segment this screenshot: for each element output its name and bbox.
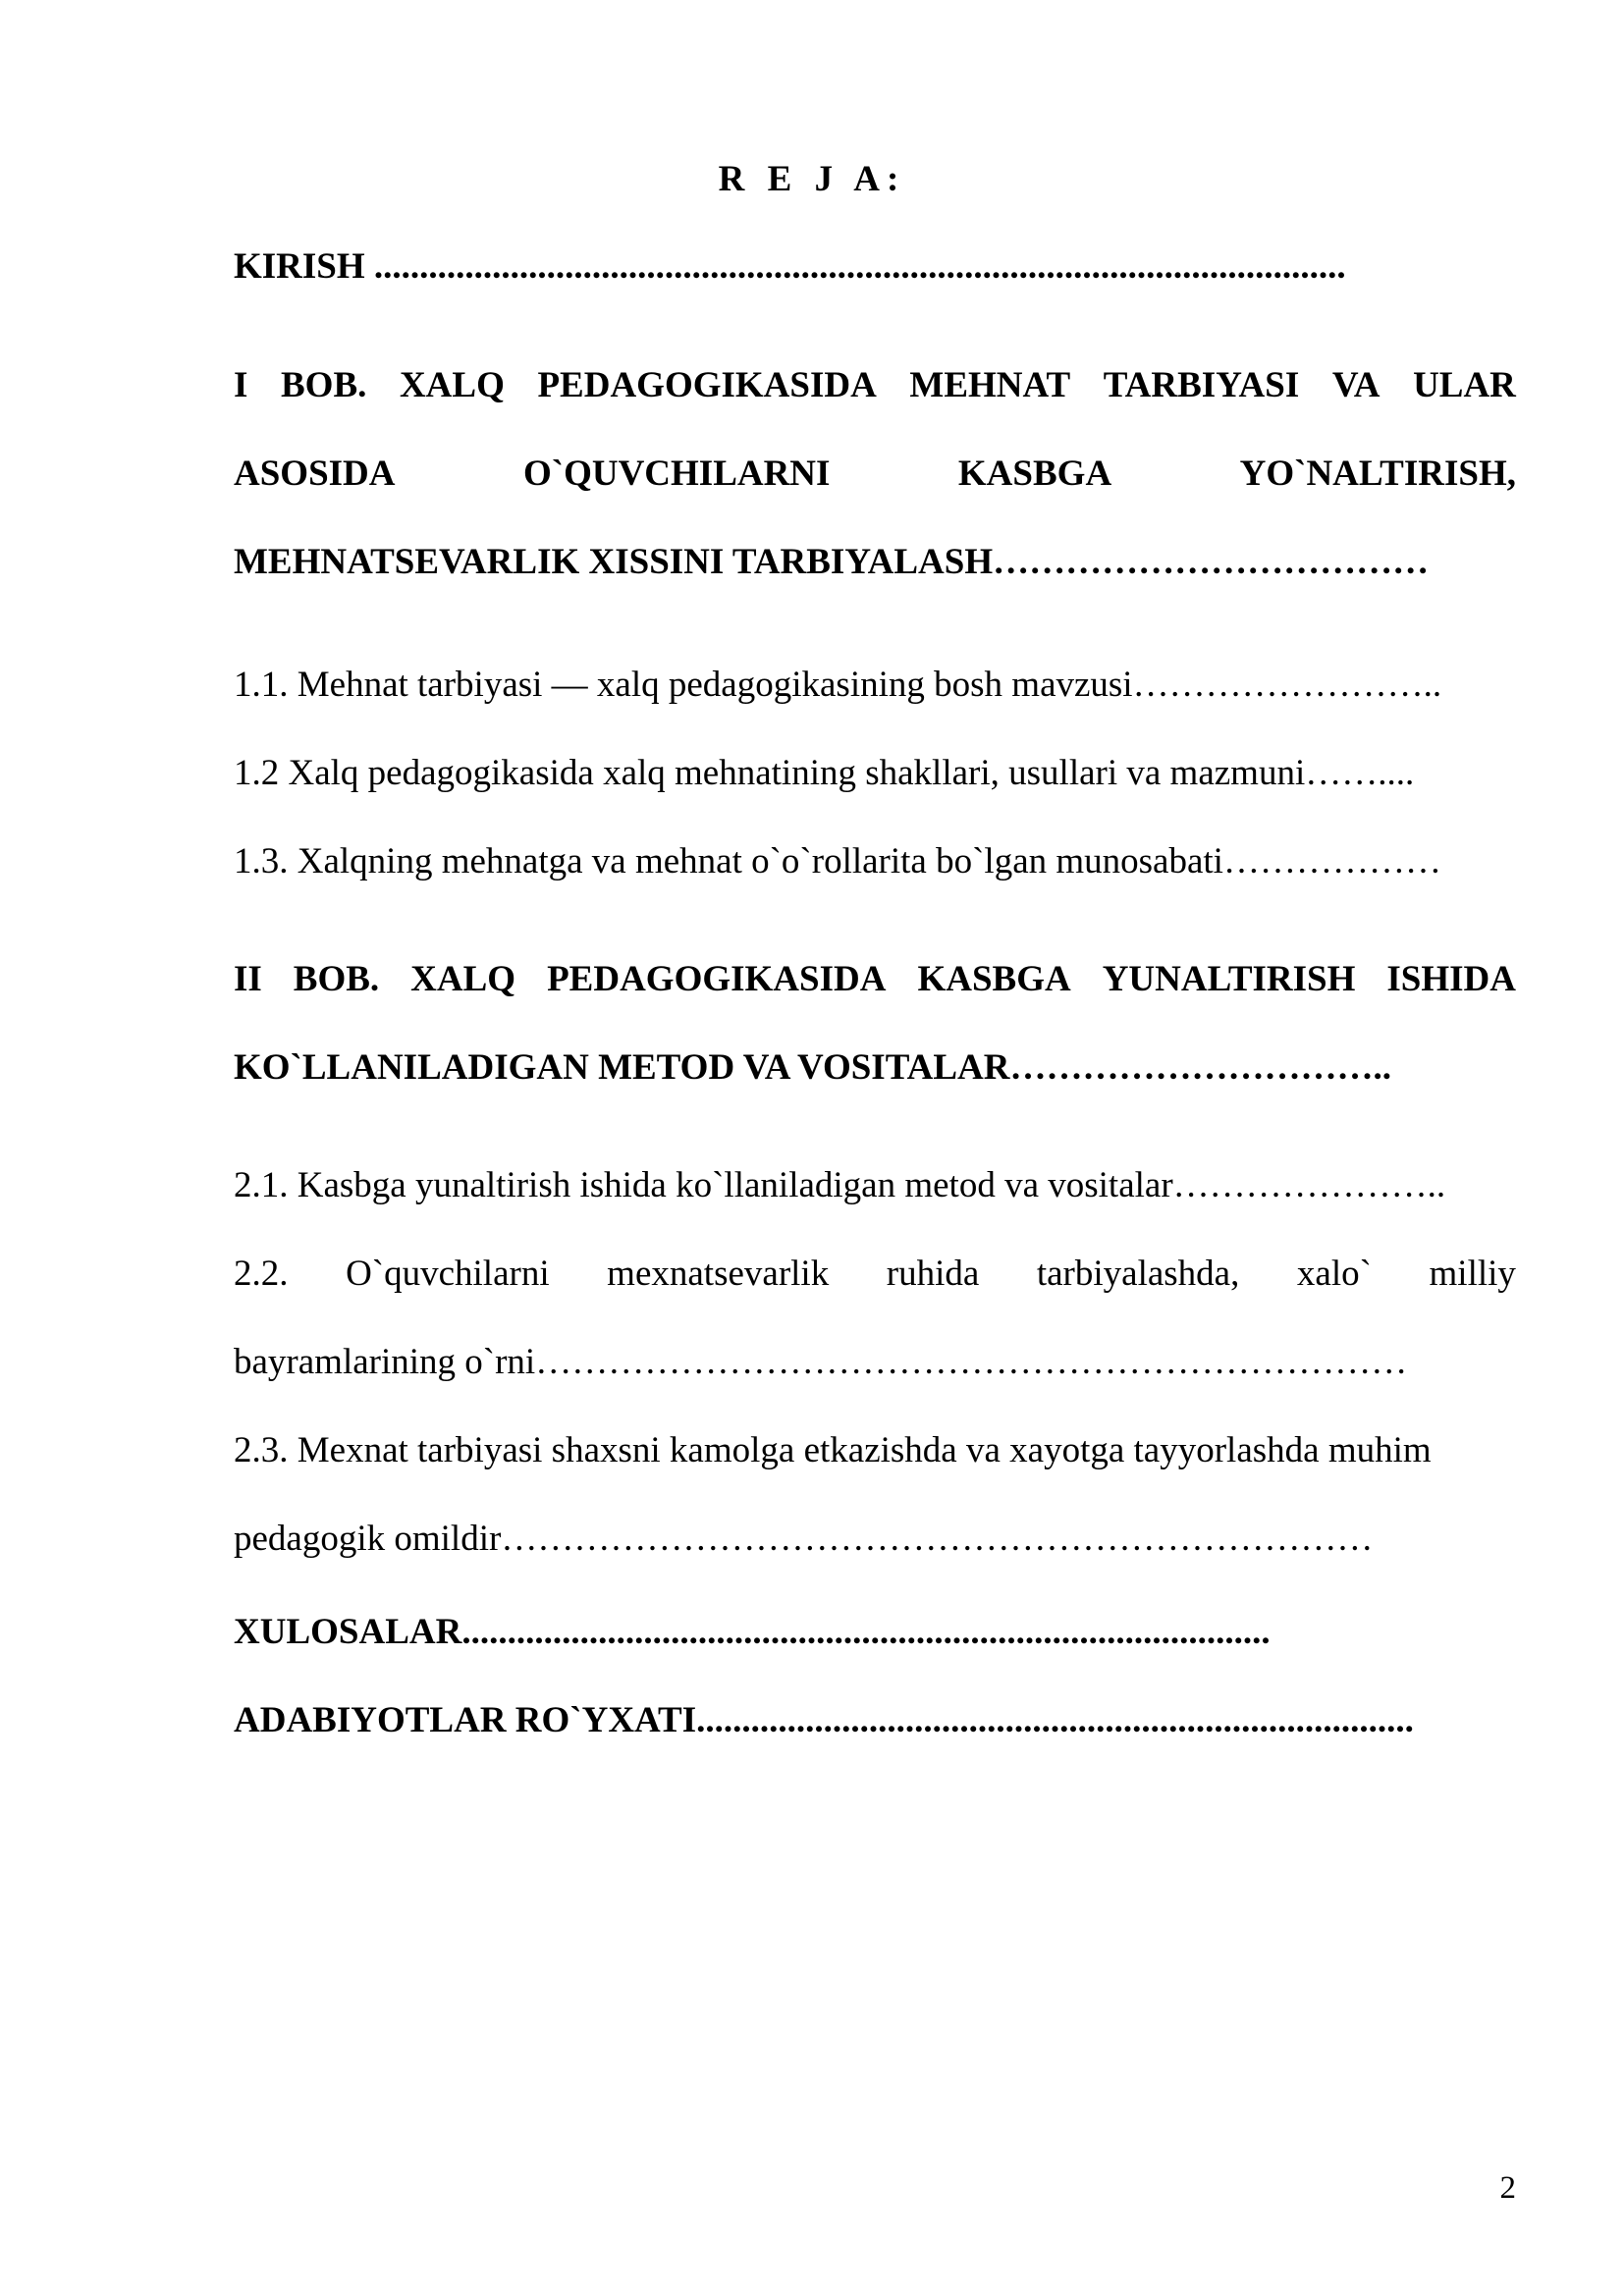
chapter1-heading-line1: I BOB. XALQ PEDAGOGIKASIDA MEHNAT TARBIYASI VA ULAR (234, 365, 1516, 405)
toc-intro: KIRISH ........................................................................................................... (234, 246, 1346, 287)
toc-section-2-1: 2.1. Kasbga yunaltirish ishida ko`llaniladigan metod va vositalar………………….. (234, 1165, 1446, 1205)
toc-section-1-1: 1.1. Mehnat tarbiyasi — xalq pedagogikasining bosh mavzusi…………………….. (234, 665, 1442, 705)
chapter2-heading-line1: II BOB. XALQ PEDAGOGIKASIDA KASBGA YUNALTIRISH ISHIDA (234, 959, 1516, 999)
toc-section-2-3-line1: 2.3. Mexnat tarbiyasi shaxsni kamolga etkazishda va xayotga tayyorlashda muhim (234, 1430, 1432, 1470)
chapter1-heading-line2: ASOSIDA O`QUVCHILARNI KASBGA YO`NALTIRISH, (234, 454, 1516, 494)
plan-title: R E J A: (718, 159, 906, 199)
toc-section-2-2-line2: bayramlarining o`rni……………………………………………………………… (234, 1342, 1408, 1382)
page-number: 2 (1499, 2170, 1516, 2206)
toc-section-2-2-line1: 2.2. O`quvchilarni mexnatsevarlik ruhida tarbiyalashda, xalo` milliy (234, 1254, 1516, 1294)
chapter1-heading-line3: MEHNATSEVARLIK XISSINI TARBIYALASH……………………………… (234, 542, 1430, 582)
toc-conclusions: XULOSALAR......................................................................................... (234, 1612, 1271, 1652)
chapter2-heading-line2: KO`LLANILADIGAN METOD VA VOSITALAR………………………….. (234, 1047, 1391, 1088)
toc-references: ADABIYOTLAR RO`YXATI............................................................................... (234, 1700, 1414, 1740)
toc-section-1-3: 1.3. Xalqning mehnatga va mehnat o`o`rollarita bo`lgan munosabati……………… (234, 841, 1441, 881)
toc-section-2-3-line2: pedagogik omildir……………………………………………………………… (234, 1519, 1374, 1559)
toc-section-1-2: 1.2 Xalq pedagogikasida xalq mehnatining shakllari, usullari va mazmuni…….... (234, 753, 1415, 793)
